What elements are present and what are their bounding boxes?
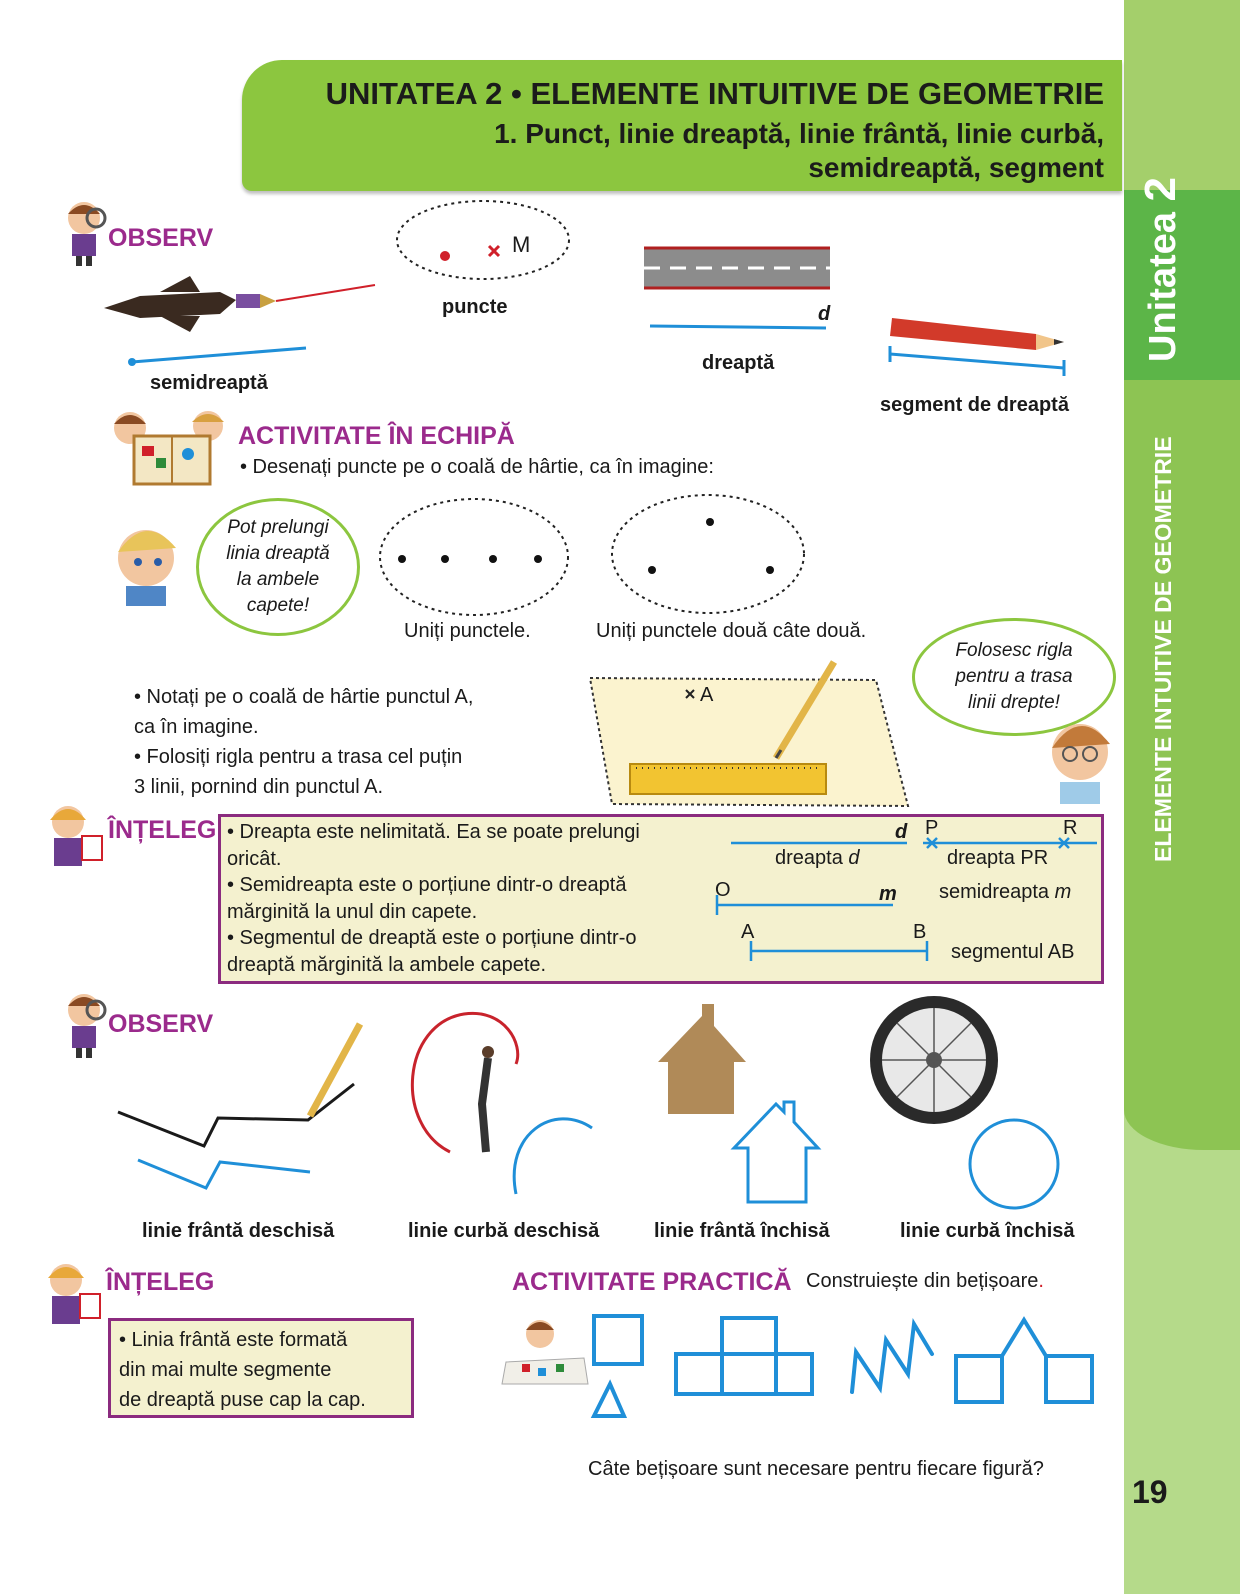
bubble-right-line: linii drepte!	[968, 692, 1060, 713]
open-curve-figure	[404, 1004, 614, 1220]
sidebar-bottom-band	[1124, 1100, 1240, 1594]
closed-curve-figure	[866, 992, 1074, 1212]
puncte-label: puncte	[442, 296, 508, 318]
unit-title: UNITATEA 2 • ELEMENTE INTUITIVE DE GEOMETRIE	[325, 76, 1104, 111]
four-points-ellipse	[376, 496, 572, 618]
sidebar-unit-label: Unitatea 2	[1136, 177, 1185, 362]
lesson-title-line1: 1. Punct, linie dreaptă, linie frântă, linie curbă,	[494, 118, 1104, 149]
practical-heading: ACTIVITATE PRACTICĂ	[512, 1268, 792, 1296]
team-activity-heading: ACTIVITATE ÎN ECHIPĂ	[238, 422, 515, 450]
speech-bubble-left	[196, 498, 360, 636]
girl-reading-avatar	[36, 1258, 102, 1338]
definition-line: • Semidreapta este o porțiune dintr-o dreaptă	[227, 874, 627, 896]
caption-join-pairs: Uniți punctele două câte două.	[596, 620, 867, 642]
boy-magnifier-avatar	[64, 990, 108, 1060]
label-p: P	[925, 817, 939, 839]
label-o: O	[715, 879, 731, 901]
bubble-left-line: capete!	[246, 595, 310, 616]
caption-open-curve: linie curbă deschisă	[408, 1220, 600, 1242]
inteleg1-heading: ÎNȚELEG	[108, 816, 217, 844]
team-instruction: • Desenați puncte pe o coală de hârtie, ca în imagine:	[240, 456, 714, 478]
segment-label: segment de dreaptă	[880, 394, 1069, 416]
label-d: d	[895, 821, 908, 843]
dreapta-label: dreaptă	[702, 352, 775, 374]
sidebar-top-band	[1124, 0, 1240, 190]
caption-dreapta-d: dreapta d	[775, 847, 860, 869]
definition-line: • Segmentul de dreaptă este o porțiune dintr-o	[227, 927, 637, 949]
segment-diagram	[884, 346, 1070, 380]
bubble-right-line: Folosesc rigla	[955, 640, 1073, 661]
paper-ruler-illustration	[586, 654, 912, 810]
caption-dreapta-pr: dreapta PR	[947, 847, 1049, 869]
team-notes	[134, 682, 473, 802]
definition-line: mărginită la unul din capete.	[227, 900, 478, 923]
caption-closed-curve: linie curbă închisă	[900, 1220, 1075, 1242]
label-r: R	[1063, 817, 1078, 839]
definition-line: dreaptă mărginită la ambele capete.	[227, 953, 547, 976]
definition-line: de dreaptă puse cap la cap.	[119, 1389, 366, 1411]
label-b: B	[913, 921, 927, 943]
points-ellipse	[394, 198, 572, 282]
girl-reading-avatar	[38, 800, 104, 880]
caption-open-polyline: linie frântă deschisă	[142, 1220, 335, 1242]
inteleg2-box	[108, 1318, 414, 1418]
lesson-title-line2: semidreaptă, segment	[808, 152, 1104, 183]
bubble-right-line: pentru a trasa	[955, 666, 1073, 687]
house-figures	[654, 1002, 824, 1220]
girl-glasses-avatar	[1040, 710, 1120, 806]
sidebar-section-band	[1124, 380, 1240, 1150]
practical-question: Câte bețișoare sunt necesare pentru fiecare figură?	[588, 1458, 1044, 1480]
bubble-left-line: Pot prelungi	[227, 517, 329, 538]
semidreapta-label: semidreaptă	[150, 372, 268, 394]
point-m-label: M	[512, 232, 531, 257]
label-a: A	[741, 921, 755, 943]
definition-line: oricât.	[227, 847, 282, 870]
observ2-heading: OBSERV	[108, 1010, 214, 1038]
inteleg2-text	[119, 1325, 366, 1415]
boy-avatar	[106, 518, 186, 608]
bubble-left-line: linia dreaptă	[226, 543, 330, 564]
note-line: • Notați pe o coală de hârtie punctul A,	[134, 686, 474, 708]
label-m: m	[879, 883, 897, 905]
note-line: ca în imagine.	[134, 716, 259, 738]
line-d-letter: d	[818, 303, 831, 325]
three-points-ellipse	[608, 492, 808, 616]
definition-line: din mai multe segmente	[119, 1359, 332, 1381]
practical-instruction: Construiește din bețișoare.	[806, 1270, 1044, 1292]
boy-magnifier-avatar	[64, 198, 108, 268]
definition-line: • Linia frântă este formată	[119, 1329, 348, 1351]
open-polyline-figure	[114, 1020, 374, 1216]
stick-figures	[580, 1310, 1110, 1446]
bubble-left-line: la ambele	[236, 569, 320, 590]
header-banner	[242, 60, 1122, 191]
sidebar-section-label: ELEMENTE INTUITIVE DE GEOMETRIE	[1150, 436, 1176, 862]
observ1-heading: OBSERV	[108, 224, 214, 252]
note-line: 3 linii, pornind din punctul A.	[134, 776, 384, 798]
inteleg2-heading: ÎNȚELEG	[106, 1268, 215, 1296]
kids-book-avatar	[104, 408, 234, 488]
caption-closed-polyline: linie frântă închisă	[654, 1220, 830, 1242]
caption-segment-ab: segmentul AB	[951, 941, 1075, 963]
caption-join-points: Uniți punctele.	[404, 620, 531, 642]
inteleg1-box	[218, 814, 1104, 984]
boy-building-avatar	[500, 1318, 590, 1388]
line-d-diagram	[648, 316, 828, 338]
road-illustration	[644, 240, 834, 296]
rocket-pen-illustration	[100, 270, 380, 340]
point-a-label: A	[700, 684, 714, 706]
definition-line: • Dreapta este nelimitată. Ea se poate prelungi	[227, 821, 640, 843]
page-number: 19	[1132, 1474, 1168, 1510]
ray-diagram	[124, 340, 314, 370]
note-line: • Folosiți rigla pentru a trasa cel puțin	[134, 746, 463, 768]
caption-semidreapta-m: semidreapta m	[939, 881, 1072, 903]
